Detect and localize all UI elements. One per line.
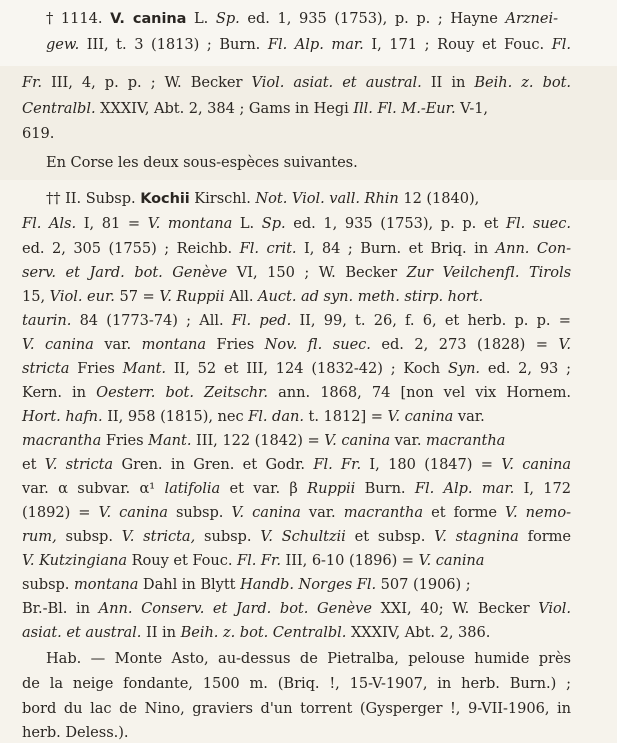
line-content bbox=[22, 575, 471, 595]
italic-text: Fl. suec. bbox=[505, 215, 571, 232]
text-segment: ed. 2, 305 (1755) ; Reichb. bbox=[22, 240, 240, 257]
italic-text: Ill. Fl. M.-Eur. bbox=[353, 100, 456, 117]
text-segment: var. bbox=[300, 504, 344, 521]
line-content bbox=[22, 503, 571, 523]
italic-text: V. Kutzingiana bbox=[22, 552, 127, 569]
italic-text: Beih. z. bot. Centralbl. bbox=[180, 624, 347, 641]
text-segment: ed. 2, 93 ; bbox=[480, 360, 571, 377]
text-segment: 507 (1906) ; bbox=[376, 576, 471, 593]
italic-text: Ann. Conserv. et Jard. bot. Genève bbox=[98, 600, 372, 617]
italic-text: montana bbox=[74, 576, 139, 593]
text-segment: I, 172 bbox=[514, 480, 571, 497]
italic-text: V. Schultzii bbox=[260, 528, 346, 545]
text-segment: En Corse les deux sous-espèces suivantes. bbox=[46, 154, 358, 171]
text-segment: I, 171 ; Rouy et Fouc. bbox=[363, 36, 552, 53]
italic-text: macrantha bbox=[22, 432, 102, 449]
text-segment: XXXIV, Abt. 2, 384 ; Gams in Hegi bbox=[95, 100, 354, 117]
text-segment: ed. 2, 273 (1828) = bbox=[370, 336, 559, 353]
italic-text: macrantha bbox=[426, 432, 506, 449]
text-segment: var. bbox=[390, 432, 427, 449]
text-segment: †† II. Subsp. bbox=[46, 190, 141, 207]
text-segment: subsp. bbox=[167, 504, 232, 521]
line-content bbox=[22, 623, 490, 643]
text-segment: 15, bbox=[22, 288, 50, 305]
italic-text: V. stricta, bbox=[121, 528, 196, 545]
italic-text: V. montana bbox=[147, 215, 233, 232]
line-content bbox=[22, 311, 571, 331]
text-segment: (1892) = bbox=[22, 504, 99, 521]
text-segment: II, 99, t. 26, f. 6, et herb. p. p. = bbox=[291, 312, 571, 329]
italic-text: Sp. bbox=[215, 10, 240, 27]
text-segment: Fries bbox=[69, 360, 123, 377]
text-segment: 619. bbox=[22, 125, 55, 142]
text-segment: II, 52 et III, 124 (1832-42) ; Koch bbox=[166, 360, 448, 377]
italic-text: Fl. Alp. mar. bbox=[267, 36, 364, 53]
text-segment: 57 = bbox=[114, 288, 160, 305]
italic-text: Arznei- bbox=[505, 10, 558, 27]
italic-text: Fl. Als. bbox=[22, 215, 77, 232]
italic-text: V. bbox=[558, 336, 571, 353]
line-content bbox=[46, 153, 358, 173]
text-segment: Burn. bbox=[355, 480, 415, 497]
italic-text: Fr. bbox=[22, 74, 42, 91]
italic-text: V. Ruppii bbox=[159, 288, 225, 305]
italic-text: V. stricta bbox=[44, 456, 114, 473]
text-segment: ed. 1, 935 (1753), p. p. et bbox=[285, 215, 506, 232]
italic-text: latifolia bbox=[164, 480, 221, 497]
line-content bbox=[22, 287, 483, 307]
italic-text: V. nemo- bbox=[505, 504, 571, 521]
text-segment: var. α subvar. α¹ bbox=[22, 480, 165, 497]
text-segment: subsp. bbox=[56, 528, 122, 545]
line-content bbox=[22, 479, 571, 499]
line-content bbox=[22, 723, 128, 743]
italic-text: asiat. et austral. bbox=[22, 624, 142, 641]
italic-text: Hort. hafn. bbox=[22, 408, 103, 425]
line-content bbox=[22, 359, 571, 379]
text-segment: 84 (1773-74) ; All. bbox=[71, 312, 232, 329]
italic-text: V. canina bbox=[231, 504, 301, 521]
italic-text: Oesterr. bot. Zeitschr. bbox=[96, 384, 268, 401]
text-segment: All. bbox=[224, 288, 259, 305]
line-content bbox=[22, 699, 571, 719]
italic-text: Fl. Fr. bbox=[313, 456, 362, 473]
text-segment: ed. 1, 935 (1753), p. p. ; Hayne bbox=[239, 10, 506, 27]
italic-text: Fl. Alp. mar. bbox=[414, 480, 515, 497]
line-content bbox=[22, 335, 571, 355]
italic-text: Mant. bbox=[122, 360, 166, 377]
line-content bbox=[22, 124, 54, 144]
text-segment: III, 6-10 (1896) = bbox=[280, 552, 419, 569]
line-content bbox=[46, 189, 479, 209]
italic-text: Beih. z. bot. bbox=[474, 74, 572, 91]
line-content bbox=[22, 383, 571, 403]
text-segment: Kern. in bbox=[22, 384, 97, 401]
text-segment: XXXIV, Abt. 2, 386. bbox=[346, 624, 491, 641]
italic-text: montana bbox=[141, 336, 206, 353]
text-segment: 12 (1840), bbox=[398, 190, 480, 207]
text-segment: Fries bbox=[205, 336, 265, 353]
line-content bbox=[22, 599, 571, 619]
italic-text: taurin. bbox=[22, 312, 72, 329]
text-segment: Fries bbox=[101, 432, 149, 449]
italic-text: Fl. dan. bbox=[248, 408, 304, 425]
text-segment: VI, 150 ; W. Becker bbox=[227, 264, 407, 281]
text-segment: t. 1812] = bbox=[303, 408, 388, 425]
text-segment: Br.-Bl. in bbox=[22, 600, 99, 617]
italic-text: Mant. bbox=[148, 432, 192, 449]
text-segment: herb. Deless.). bbox=[22, 724, 129, 741]
text-segment: de la neige fondante, 1500 m. (Briq. !, 15-V-1907, in herb. Burn.) ; bbox=[22, 675, 571, 692]
italic-text: Not. Viol. vall. Rhin bbox=[255, 190, 399, 207]
text-segment: et var. β bbox=[220, 480, 308, 497]
text-segment: III, 4, p. p. ; W. Becker bbox=[42, 74, 252, 91]
text-segment: II, 958 (1815), nec bbox=[102, 408, 249, 425]
text-segment: L. bbox=[232, 215, 262, 232]
text-segment: forme bbox=[518, 528, 572, 545]
text-segment: subsp. bbox=[195, 528, 261, 545]
text-segment: et bbox=[22, 456, 45, 473]
text-segment: XXI, 40; W. Becker bbox=[371, 600, 539, 617]
line-content bbox=[22, 455, 571, 475]
line-content bbox=[22, 674, 571, 694]
italic-text: Fl. ped. bbox=[231, 312, 292, 329]
italic-text: V. canina bbox=[324, 432, 391, 449]
italic-text: Viol. asiat. et austral. bbox=[251, 74, 422, 91]
italic-text: Ann. Con- bbox=[495, 240, 571, 257]
line-content bbox=[46, 35, 571, 55]
italic-text: V. stagnina bbox=[434, 528, 519, 545]
italic-text: V. canina bbox=[22, 336, 94, 353]
text-segment: II in bbox=[421, 74, 475, 91]
text-segment: Hab. — Monte Asto, au-dessus de Pietralba, pelouse humide près bbox=[46, 650, 571, 667]
text-segment: var. bbox=[93, 336, 142, 353]
text-segment: I, 81 = bbox=[76, 215, 148, 232]
text-segment: Kirschl. bbox=[189, 190, 256, 207]
italic-text: Syn. bbox=[447, 360, 481, 377]
text-segment: III, 122 (1842) = bbox=[191, 432, 325, 449]
italic-text: Fl. bbox=[551, 36, 571, 53]
line-content bbox=[46, 649, 571, 669]
italic-text: Viol. eur. bbox=[49, 288, 115, 305]
line-content bbox=[22, 239, 571, 259]
italic-text: V. canina bbox=[418, 552, 485, 569]
italic-text: Handb. Norges Fl. bbox=[240, 576, 377, 593]
text-segment: I, 180 (1847) = bbox=[361, 456, 502, 473]
text-segment: Gren. in Gren. et Godr. bbox=[113, 456, 314, 473]
italic-text: Centralbl. bbox=[22, 100, 96, 117]
line-content bbox=[22, 214, 571, 234]
line-content bbox=[22, 99, 488, 119]
text-segment: III, t. 3 (1813) ; Burn. bbox=[79, 36, 268, 53]
text-segment: bord du lac de Nino, graviers d'un torrent (Gysperger !, 9-VII-1906, in bbox=[22, 700, 571, 717]
line-content bbox=[22, 431, 505, 451]
text-segment: subsp. bbox=[22, 576, 74, 593]
italic-text: serv. et Jard. bot. Genève bbox=[22, 264, 228, 281]
italic-text: Viol. bbox=[538, 600, 571, 617]
italic-text: stricta bbox=[22, 360, 70, 377]
taxon-name: Kochii bbox=[140, 191, 190, 207]
text-segment: II in bbox=[141, 624, 181, 641]
text-segment: et forme bbox=[423, 504, 506, 521]
italic-text: Ruppii bbox=[307, 480, 356, 497]
italic-text: V. canina bbox=[501, 456, 572, 473]
line-content bbox=[22, 407, 485, 427]
line-content bbox=[22, 263, 571, 283]
line-content bbox=[46, 9, 558, 29]
italic-text: V. canina bbox=[98, 504, 168, 521]
italic-text: gew. bbox=[46, 36, 80, 53]
italic-text: Fl. crit. bbox=[239, 240, 297, 257]
text-segment: Dahl in Blytt bbox=[138, 576, 241, 593]
italic-text: macrantha bbox=[343, 504, 424, 521]
italic-text: Zur Veilchenfl. Tirols bbox=[406, 264, 572, 281]
taxon-name: V. canina bbox=[110, 11, 187, 27]
line-content bbox=[22, 527, 571, 547]
text-segment: ann. 1868, 74 [non vel vix Hornem. bbox=[267, 384, 571, 401]
italic-text: rum, bbox=[22, 528, 57, 545]
text-segment: Rouy et Fouc. bbox=[126, 552, 238, 569]
line-content bbox=[22, 73, 571, 93]
italic-text: Auct. ad syn. meth. stirp. hort. bbox=[258, 288, 484, 305]
text-segment: et subsp. bbox=[345, 528, 435, 545]
text-segment: L. bbox=[186, 10, 216, 27]
italic-text: V. canina bbox=[387, 408, 454, 425]
italic-text: Sp. bbox=[261, 215, 286, 232]
italic-text: Nov. fl. suec. bbox=[264, 336, 371, 353]
text-segment: V-1, bbox=[455, 100, 489, 117]
italic-text: Fl. Fr. bbox=[237, 552, 281, 569]
text-segment: † 1114. bbox=[46, 10, 111, 27]
text-segment: I, 84 ; Burn. et Briq. in bbox=[296, 240, 496, 257]
line-content bbox=[22, 551, 484, 571]
text-segment: var. bbox=[453, 408, 485, 425]
